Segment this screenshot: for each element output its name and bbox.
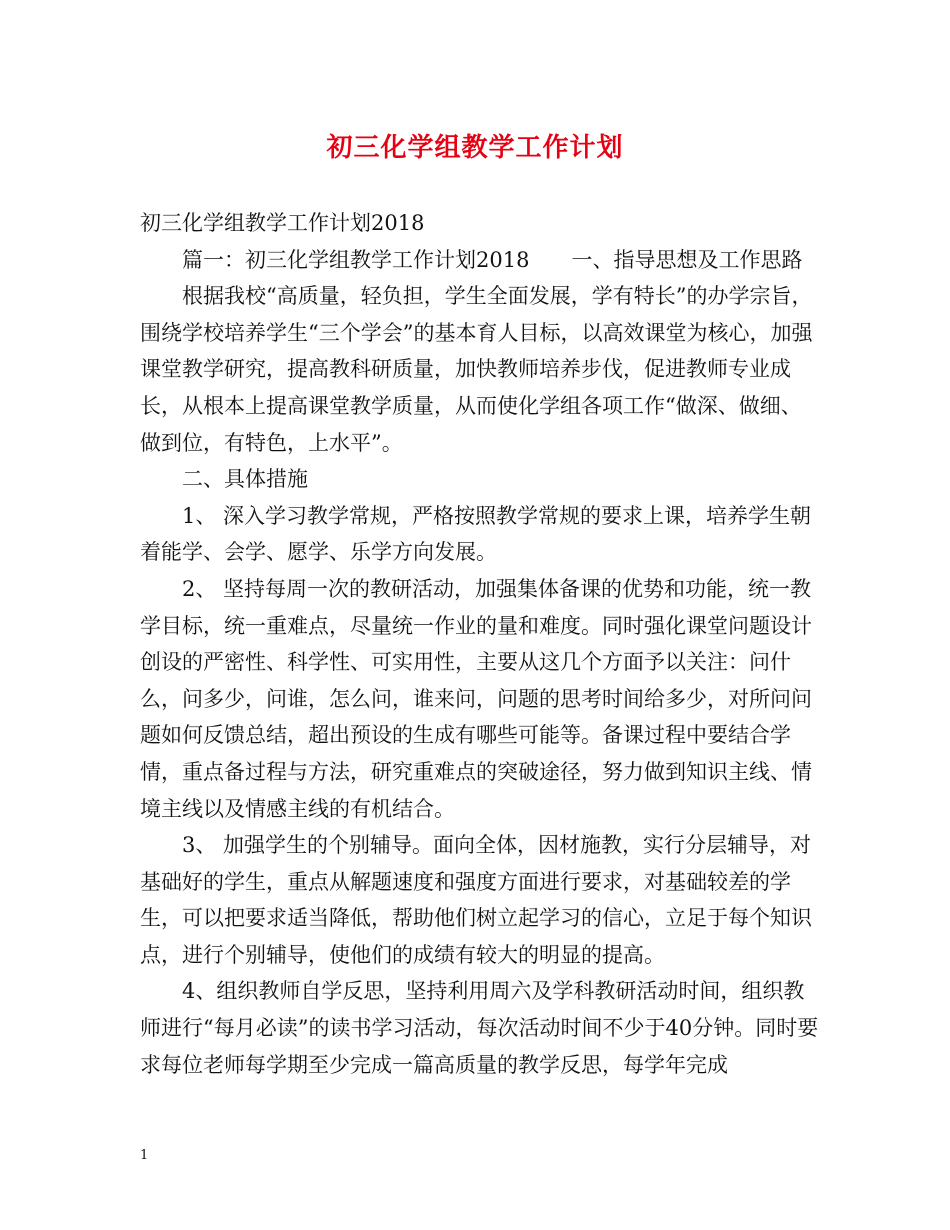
document-title: 初三化学组教学工作计划	[326, 133, 624, 163]
paragraph: 初三化学组教学工作计划2018	[140, 211, 425, 235]
paragraph: 1、 深入学习教学常规，严格按照教学常规的要求上课，培养学生朝着能学、会学、愿学、乐学方向发展。	[140, 503, 812, 565]
paragraph: 3、 加强学生的个别辅导。面向全体，因材施教，实行分层辅导，对基础好的学生，重点从解题速度和强度方面进行要求，对基础较差的学生，可以把要求适当降低，帮助他们树立起学习的信心，立足于每个知识点，进行个别辅导，使他们的成绩有较大的明显的提高。	[140, 833, 812, 967]
document-body	[140, 205, 820, 1083]
paragraph: 2、 坚持每周一次的教研活动，加强集体备课的优势和功能，统一教学目标，统一重难点，尽量统一作业的量和难度。同时强化课堂问题设计创设的严密性、科学性、可实用性，主要从这几个方面予以关注：问什么，问多少，问谁，怎么问，谁来问，问题的思考时间给多少，对所问问题如何反馈总结，超出预设的生成有哪些可能等。备课过程中要结合学情，重点备过程与方法，研究重难点的突破途径，努力做到知识主线、情境主线以及情感主线的有机结合。	[140, 576, 812, 821]
paragraph: 4、组织教师自学反思，坚持利用周六及学科教研活动时间，组织教师进行“每月必读”的读书学习活动，每次活动时间不少于40分钟。同时要求每位老师每学期至少完成一篇高质量的教学反思，每学年完成	[140, 979, 819, 1077]
page-number: 1	[140, 1148, 149, 1163]
paragraph: 篇一：初三化学组教学工作计划2018 一、指导思想及工作思路	[182, 247, 803, 272]
paragraph: 二、具体措施	[182, 467, 308, 492]
paragraph: 根据我校“高质量，轻负担，学生全面发展，学有特长”的办学宗旨，围绕学校培养学生“三个学会”的基本育人目标，以高效课堂为核心，加强课堂教学研究，提高教科研质量，加快教师培养步伐，促进教师专业成长，从根本上提高课堂教学质量，从而使化学组各项工作“做深、做细、做到位，有特色，上水平”。	[140, 284, 813, 455]
